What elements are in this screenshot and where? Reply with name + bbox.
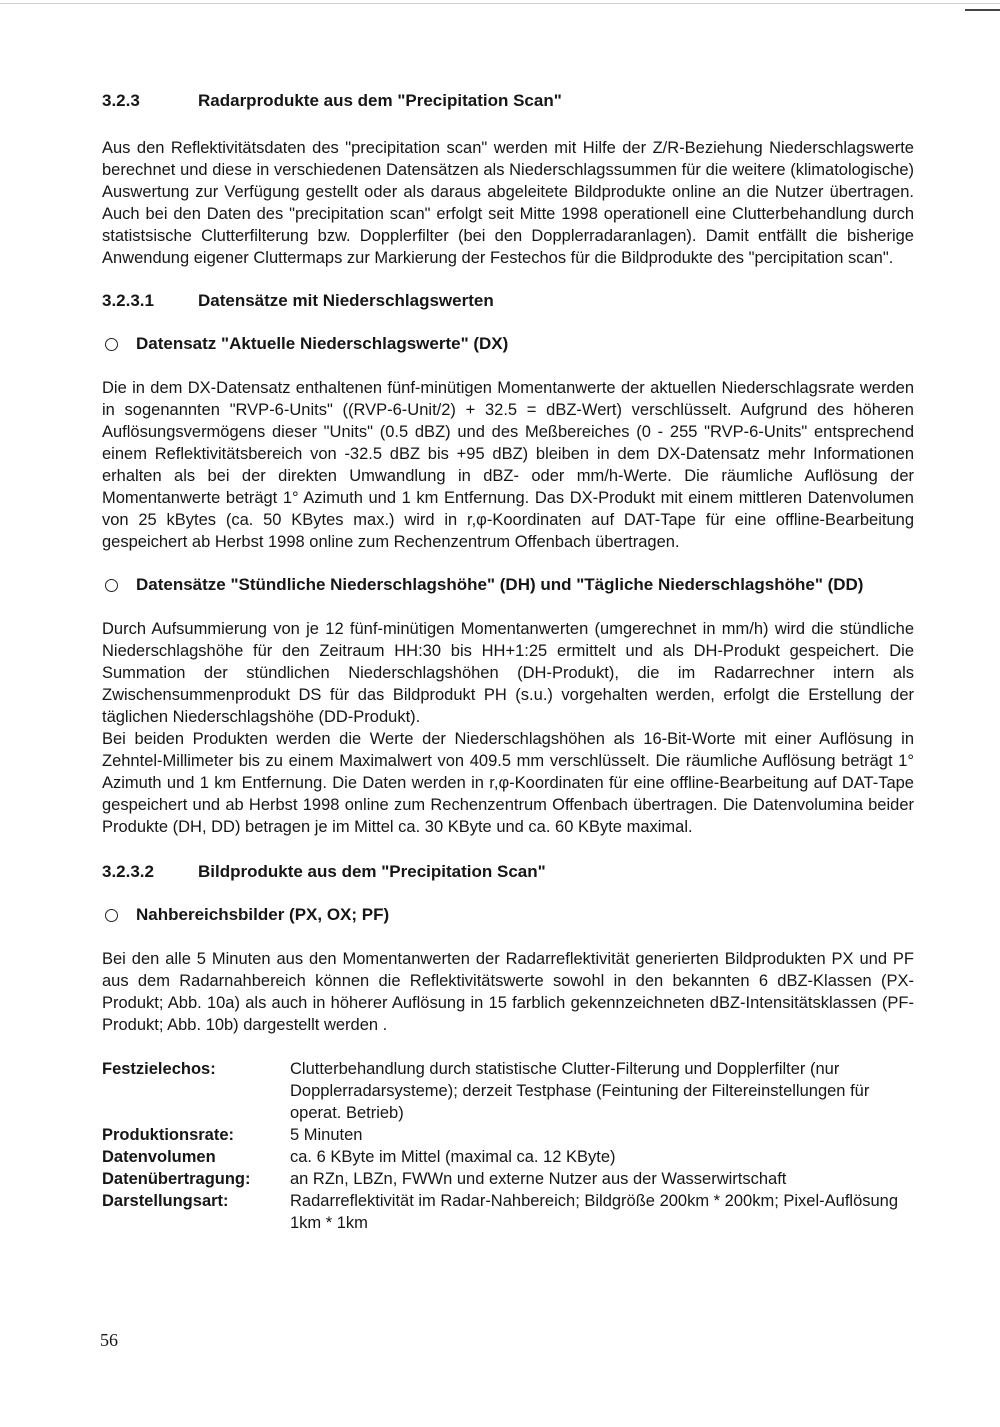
heading-title: Datensätze mit Niederschlagswerten bbox=[198, 291, 494, 310]
spec-key: Datenübertragung: bbox=[102, 1170, 251, 1188]
subheading-dh-dd bbox=[102, 575, 914, 595]
heading-3-2-3-1 bbox=[102, 291, 914, 311]
document-page bbox=[102, 88, 914, 1234]
paragraph-dh-1: Durch Aufsummierung von je 12 fünf-minütigen Momentanwerten (umgerechnet in mm/h) wird die stündliche Niederschlagshöhe für den Zeitraum HH:30 bis HH+1:25 ermittelt und als DH-Produkt gespeichert. Die Summation der stündlichen Niederschlagshöhen (DH-Produkt), die im Radarrechner intern als Zwischensummenprodukt DS für das Bildprodukt PH (s.u.) vorgehalten werden, erfolgt die Erstellung der täglichen Niederschlagshöhe (DD-Produkt). bbox=[102, 620, 914, 726]
spec-table bbox=[102, 1058, 914, 1234]
top-scan-rule bbox=[0, 3, 1000, 4]
subheading-nahbereich bbox=[102, 905, 914, 925]
circle-bullet-icon bbox=[105, 338, 118, 351]
heading-title: Radarprodukte aus dem "Precipitation Scan" bbox=[198, 91, 562, 110]
spec-row bbox=[102, 1168, 914, 1190]
subheading-text: Datensatz "Aktuelle Niederschlagswerte" (DX) bbox=[136, 334, 509, 353]
circle-bullet-icon bbox=[105, 579, 118, 592]
heading-title: Bildprodukte aus dem "Precipitation Scan" bbox=[198, 862, 546, 881]
spec-key: Festzielechos: bbox=[102, 1060, 216, 1078]
spec-row bbox=[102, 1124, 914, 1146]
top-corner-mark bbox=[965, 9, 1000, 11]
spec-row bbox=[102, 1190, 914, 1234]
page-number: 56 bbox=[100, 1330, 118, 1350]
spec-key: Darstellungsart: bbox=[102, 1192, 229, 1210]
spec-value: ca. 6 KByte im Mittel (maximal ca. 12 KByte) bbox=[290, 1148, 616, 1166]
spec-value: 5 Minuten bbox=[290, 1126, 363, 1144]
spec-value: an RZn, LBZn, FWWn und externe Nutzer aus der Wasserwirtschaft bbox=[290, 1170, 787, 1188]
spec-row bbox=[102, 1146, 914, 1168]
paragraph-dx: Die in dem DX-Datensatz enthaltenen fünf-minütigen Momentanwerte der aktuellen Niederschlagsrate werden in sogenannten "RVP-6-Units" ((RVP-6-Unit/2) + 32.5 = dBZ-Wert) verschlüsselt. Aufgrund des höheren Auflösungsvermögens dieser "Units" (0.5 dBZ) und des Meßbereiches (0 - 255 "RVP-6-Units" entsprechend einem Reflektivitätsbereich von -32.5 dBZ bis +95 dBZ) bleiben in dem DX-Datensatz mehr Informationen erhalten als bei der direkten Umwandlung in dBZ- oder mm/h-Werte. Die räumliche Auflösung der Momentanwerte beträgt 1° Azimuth und 1 km Entfernung. Das DX-Produkt mit einem mittleren Datenvolumen von 25 kBytes (ca. 50 KBytes max.) wird in r,φ-Koordinaten auf DAT-Tape für eine offline-Bearbeitung gespeichert ab Herbst 1998 online zum Rechenzentrum Offenbach übertragen. bbox=[102, 379, 914, 551]
spec-row bbox=[102, 1058, 914, 1124]
paragraph-intro: Aus den Reflektivitätsdaten des "precipitation scan" werden mit Hilfe der Z/R-Beziehung Niederschlagswerte berechnet und diese in verschiedenen Datensätzen als Niederschlagssummen für die weitere (klimatologische) Auswertung zur Verfügung gestellt oder als daraus abgeleitete Bildprodukte online an die Nutzer übertragen. Auch bei den Daten des "precipitation scan" erfolgt seit Mitte 1998 operationell eine Clutterbehandlung durch statistsische Clutterfilterung bzw. Dopplerfilter (bei den Dopplerradaranlagen). Damit entfällt die bisherige Anwendung eigener Cluttermaps zur Markierung der Festechos für die Bildprodukte des "percipitation scan". bbox=[102, 139, 914, 267]
heading-number: 3.2.3.2 bbox=[102, 862, 154, 881]
heading-3-2-3-2 bbox=[102, 862, 914, 882]
circle-bullet-icon bbox=[105, 909, 118, 922]
spec-key: Datenvolumen bbox=[102, 1148, 216, 1166]
paragraph-dh-2: Bei beiden Produkten werden die Werte der Niederschlagshöhen als 16-Bit-Worte mit einer Auflösung in Zehntel-Millimeter bis zu einem Maximalwert von 409.5 mm verschlüsselt. Die räumliche Auflösung beträgt 1° Azimuth und 1 km Entfernung. Die Daten werden in r,φ-Koordinaten für eine offline-Bearbeitung auf DAT-Tape gespeichert und ab Herbst 1998 online zum Rechenzentrum Offenbach übertragen. Die Datenvolumina beider Produkte (DH, DD) betragen je im Mittel ca. 30 KByte und ca. 60 KByte maximal. bbox=[102, 730, 914, 836]
paragraph-nahbereich: Bei den alle 5 Minuten aus den Momentanwerten der Radarreflektivität generierten Bildprodukten PX und PF aus dem Radarnahbereich können die Reflektivitätswerte sowohl in den bekannten 6 dBZ-Klassen (PX-Produkt; Abb. 10a) als auch in höherer Auflösung in 15 farblich gekennzeichneten dBZ-Intensitätsklassen (PF-Produkt; Abb. 10b) dargestellt werden . bbox=[102, 950, 914, 1034]
spec-value: Clutterbehandlung durch statistische Clutter-Filterung und Dopplerfilter (nur Dopplerradarsysteme); derzeit Testphase (Feintuning der Filtereinstellungen für operat. Betrieb) bbox=[290, 1060, 870, 1122]
spec-key: Produktionsrate: bbox=[102, 1126, 235, 1144]
subheading-text: Datensätze "Stündliche Niederschlagshöhe" (DH) und "Tägliche Niederschlagshöhe" (DD) bbox=[136, 575, 864, 594]
heading-number: 3.2.3 bbox=[102, 91, 140, 110]
subheading-dx bbox=[102, 334, 914, 354]
heading-3-2-3 bbox=[102, 91, 914, 111]
subheading-text: Nahbereichsbilder (PX, OX; PF) bbox=[136, 905, 390, 924]
spec-value: Radarreflektivität im Radar-Nahbereich; Bildgröße 200km * 200km; Pixel-Auflösung 1km * 1km bbox=[290, 1192, 899, 1232]
heading-number: 3.2.3.1 bbox=[102, 291, 154, 310]
